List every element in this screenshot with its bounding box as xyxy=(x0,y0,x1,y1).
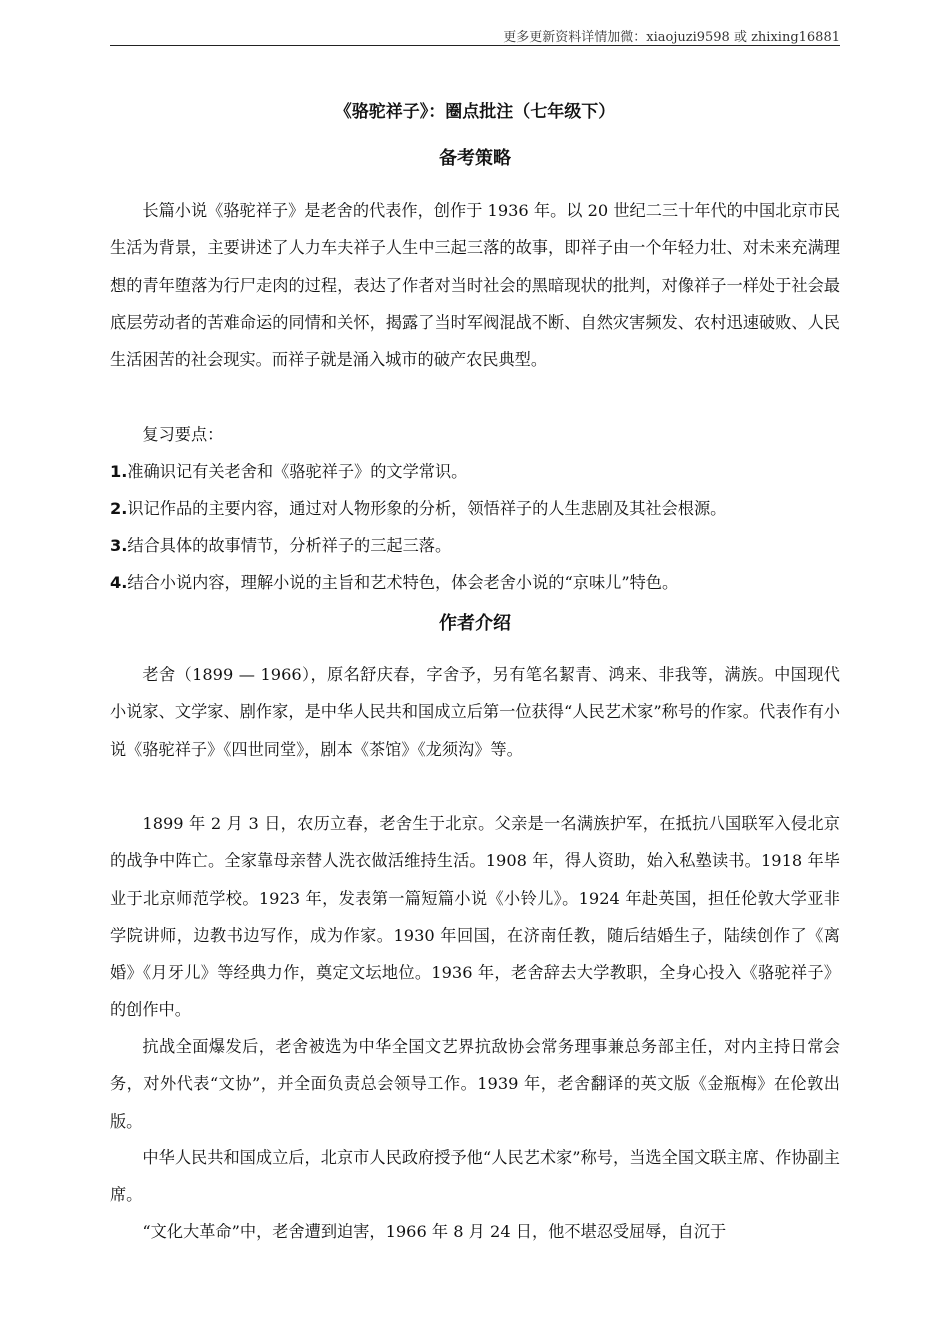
author-paragraph: 中华人民共和国成立后，北京市人民政府授予他“人民艺术家”称号，当选全国文联主席、作协副主席。 xyxy=(110,1148,840,1205)
review-point-text: 准确识记有关老舍和《骆驼祥子》的文学常识。 xyxy=(127,462,468,481)
review-label: 复习要点： xyxy=(142,425,224,444)
review-point-text: 结合具体的故事情节，分析祥子的三起三落。 xyxy=(127,536,452,555)
review-point xyxy=(110,527,840,564)
intro-paragraph: 长篇小说《骆驼祥子》是老舍的代表作，创作于 1936 年。以 20 世纪二三十年代的中国北京市民生活为背景，主要讲述了人力车夫祥子人生中三起三落的故事，即祥子由一个年轻力壮、对未来充满理想的青年堕落为行尸走肉的过程，表达了作者对当时社会的黑暗现状的批判，对像祥子一样处于社会最底层劳动者的苦难命运的同情和关怀，揭露了当时军阀混战不断、自然灾害频发、农村迅速破败、人民生活困苦的社会现实。而祥子就是涌入城市的破产农民典型。 xyxy=(110,201,840,370)
review-point-text: 结合小说内容，理解小说的主旨和艺术特色，体会老舍小说的“京味儿”特色。 xyxy=(127,573,679,592)
author-paragraph: “文化大革命”中，老舍遭到迫害，1966 年 8 月 24 日，他不堪忍受屈辱，自沉于 xyxy=(142,1222,727,1241)
review-point-number: 2. xyxy=(110,499,128,518)
author-paragraph: 抗战全面爆发后，老舍被选为中华全国文艺界抗敌协会常务理事兼总务部主任，对内主持日常会务，对外代表“文协”，并全面负责总会领导工作。1939 年，老舍翻译的英文版《金瓶梅》在伦敦出版。 xyxy=(110,1037,840,1131)
review-point xyxy=(110,564,840,601)
section-heading-strategy: 备考策略 xyxy=(439,148,511,169)
section-heading-author: 作者介绍 xyxy=(439,613,511,634)
header-note: 更多更新资料详情加微：xiaojuzi9598 或 zhixing16881 xyxy=(503,30,840,45)
review-point-text: 识记作品的主要内容，通过对人物形象的分析，领悟祥子的人生悲剧及其社会根源。 xyxy=(127,499,727,518)
header-rule xyxy=(110,45,840,46)
review-point xyxy=(110,490,840,527)
review-point xyxy=(110,453,840,490)
document-title: 《骆驼祥子》：圈点批注（七年级下） xyxy=(334,102,616,122)
author-paragraph: 老舍（1899 — 1966），原名舒庆春，字舍予，另有笔名絜青、鸿来、非我等，满族。中国现代小说家、文学家、剧作家，是中华人民共和国成立后第一位获得“人民艺术家”称号的作家。代表作有小说《骆驼祥子》《四世同堂》，剧本《茶馆》《龙须沟》等。 xyxy=(110,665,840,759)
review-point-number: 4. xyxy=(110,573,128,592)
author-paragraph: 1899 年 2 月 3 日，农历立春，老舍生于北京。父亲是一名满族护军，在抵抗八国联军入侵北京的战争中阵亡。全家靠母亲替人洗衣做活维持生活。1908 年，得人资助，始入私塾读书。1918 年毕业于北京师范学校。1923 年，发表第一篇短篇小说《小铃儿》。1924 年赴英国，担任伦敦大学亚非学院讲师，边教书边写作，成为作家。1930 年回国，在济南任教，随后结婚生子，陆续创作了《离婚》《月牙儿》等经典力作，奠定文坛地位。1936 年，老舍辞去大学教职，全身心投入《骆驼祥子》的创作中。 xyxy=(110,814,840,1020)
review-point-number: 1. xyxy=(110,462,128,481)
review-point-number: 3. xyxy=(110,536,128,555)
